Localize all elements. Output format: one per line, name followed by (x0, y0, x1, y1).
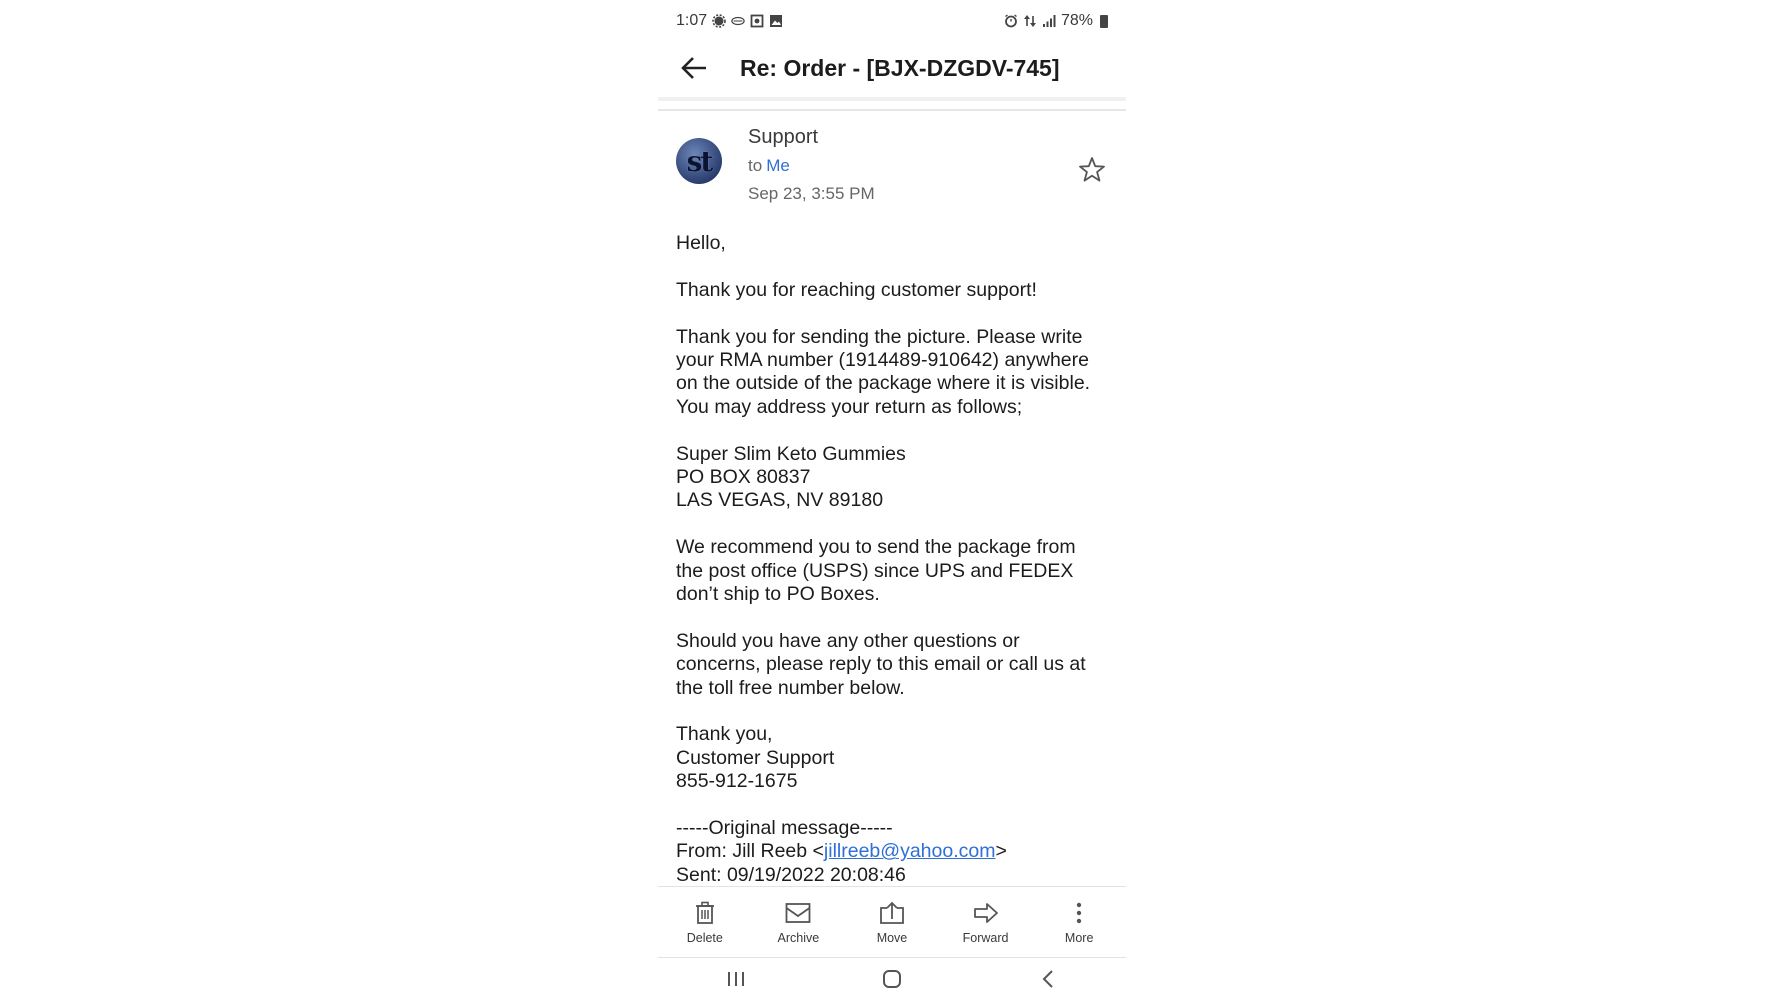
body-line: the post office (USPS) since UPS and FEDEX (676, 559, 1074, 582)
back-button[interactable] (676, 50, 712, 86)
sender-info (676, 124, 1108, 210)
body-line: You may address your return as follows; (676, 395, 1023, 418)
from-prefix: From: Jill Reeb < (676, 840, 824, 863)
recipient-name[interactable]: Me (766, 156, 790, 175)
system-nav-bar (658, 958, 1126, 1000)
screenshot-icon (750, 14, 764, 28)
status-bar (676, 10, 1108, 32)
message-body (676, 232, 1108, 887)
signoff-line: Thank you, (676, 723, 773, 746)
signoff (676, 723, 1108, 793)
move-folder-icon (878, 899, 906, 927)
gallery-icon (769, 14, 783, 28)
paragraph-rma (676, 326, 1108, 420)
settings-gear-icon (712, 14, 726, 28)
body-line: the toll free number below. (676, 676, 905, 699)
action-toolbar (658, 886, 1126, 958)
body-line: Should you have any other questions or (676, 629, 1020, 652)
archive-label: Archive (777, 931, 820, 945)
more-label: More (1064, 931, 1094, 945)
status-right (1004, 12, 1108, 30)
signoff-line: Customer Support (676, 746, 835, 769)
battery-icon (1100, 15, 1108, 28)
address-line: Super Slim Keto Gummies (676, 442, 906, 465)
phone-screen (658, 0, 1126, 1000)
forward-button[interactable] (946, 899, 1026, 945)
chevron-left-icon (1038, 968, 1058, 990)
arrow-left-icon (680, 56, 708, 80)
signal-icon (1042, 14, 1056, 28)
avatar-initials: st (686, 144, 712, 178)
move-button[interactable] (852, 899, 932, 945)
message-subject: Re: Order - [BJX-DZGDV-745] (740, 54, 1060, 81)
original-sent: Sent: 09/19/2022 20:08:46 (676, 863, 906, 886)
delete-label: Delete (686, 931, 723, 945)
home-icon (880, 967, 904, 991)
recent-apps-button[interactable] (706, 964, 766, 994)
recent-apps-icon (724, 969, 748, 989)
system-back-button[interactable] (1018, 964, 1078, 994)
forward-arrow-icon (972, 899, 1000, 927)
recipient-line[interactable] (748, 156, 790, 176)
recipient-prefix: to (748, 156, 763, 175)
archive-button[interactable] (758, 899, 838, 945)
data-icon (1023, 14, 1037, 28)
header-divider (658, 97, 1126, 111)
star-icon (1076, 154, 1108, 186)
status-left (676, 12, 783, 30)
body-line: on the outside of the package where it is visible. (676, 372, 1091, 395)
archive-icon (784, 899, 812, 927)
accessibility-icon (731, 14, 745, 28)
body-line: don’t ship to PO Boxes. (676, 583, 880, 606)
original-message (676, 817, 1108, 887)
alarm-icon (1004, 14, 1018, 28)
body-line: your RMA number (1914489-910642) anywhere (676, 349, 1089, 371)
original-from (676, 840, 1108, 863)
home-button[interactable] (862, 964, 922, 994)
avatar[interactable] (676, 138, 722, 184)
battery-percent: 78% (1060, 12, 1093, 29)
phone-number[interactable]: 855-912-1675 (676, 770, 798, 793)
delete-button[interactable] (665, 899, 745, 945)
trash-icon (691, 899, 719, 927)
address-line: LAS VEGAS, NV 89180 (676, 489, 884, 512)
move-label: Move (876, 931, 908, 945)
paragraph-shipping (676, 536, 1108, 606)
more-button[interactable] (1039, 899, 1119, 945)
message-header (658, 42, 1126, 94)
status-time: 1:07 (676, 12, 708, 29)
more-vertical-icon (1065, 899, 1093, 927)
original-message-header: -----Original message----- (676, 817, 893, 840)
return-address (676, 443, 1108, 513)
address-line: PO BOX 80837 (676, 466, 811, 489)
forward-label: Forward (962, 931, 1009, 945)
from-email-link[interactable]: jillreeb@yahoo.com (823, 840, 996, 863)
sender-name[interactable]: Support (748, 126, 819, 148)
body-line: concerns, please reply to this email or call us at (676, 653, 1086, 676)
paragraph-thanks: Thank you for reaching customer support! (676, 278, 1037, 301)
message-date: Sep 23, 3:55 PM (748, 184, 875, 203)
body-line: Thank you for sending the picture. Please write (676, 325, 1083, 348)
body-line: We recommend you to send the package from (676, 536, 1076, 559)
greeting: Hello, (676, 232, 726, 254)
paragraph-questions (676, 630, 1108, 700)
star-button[interactable] (1076, 154, 1108, 186)
from-suffix: > (995, 840, 1007, 863)
